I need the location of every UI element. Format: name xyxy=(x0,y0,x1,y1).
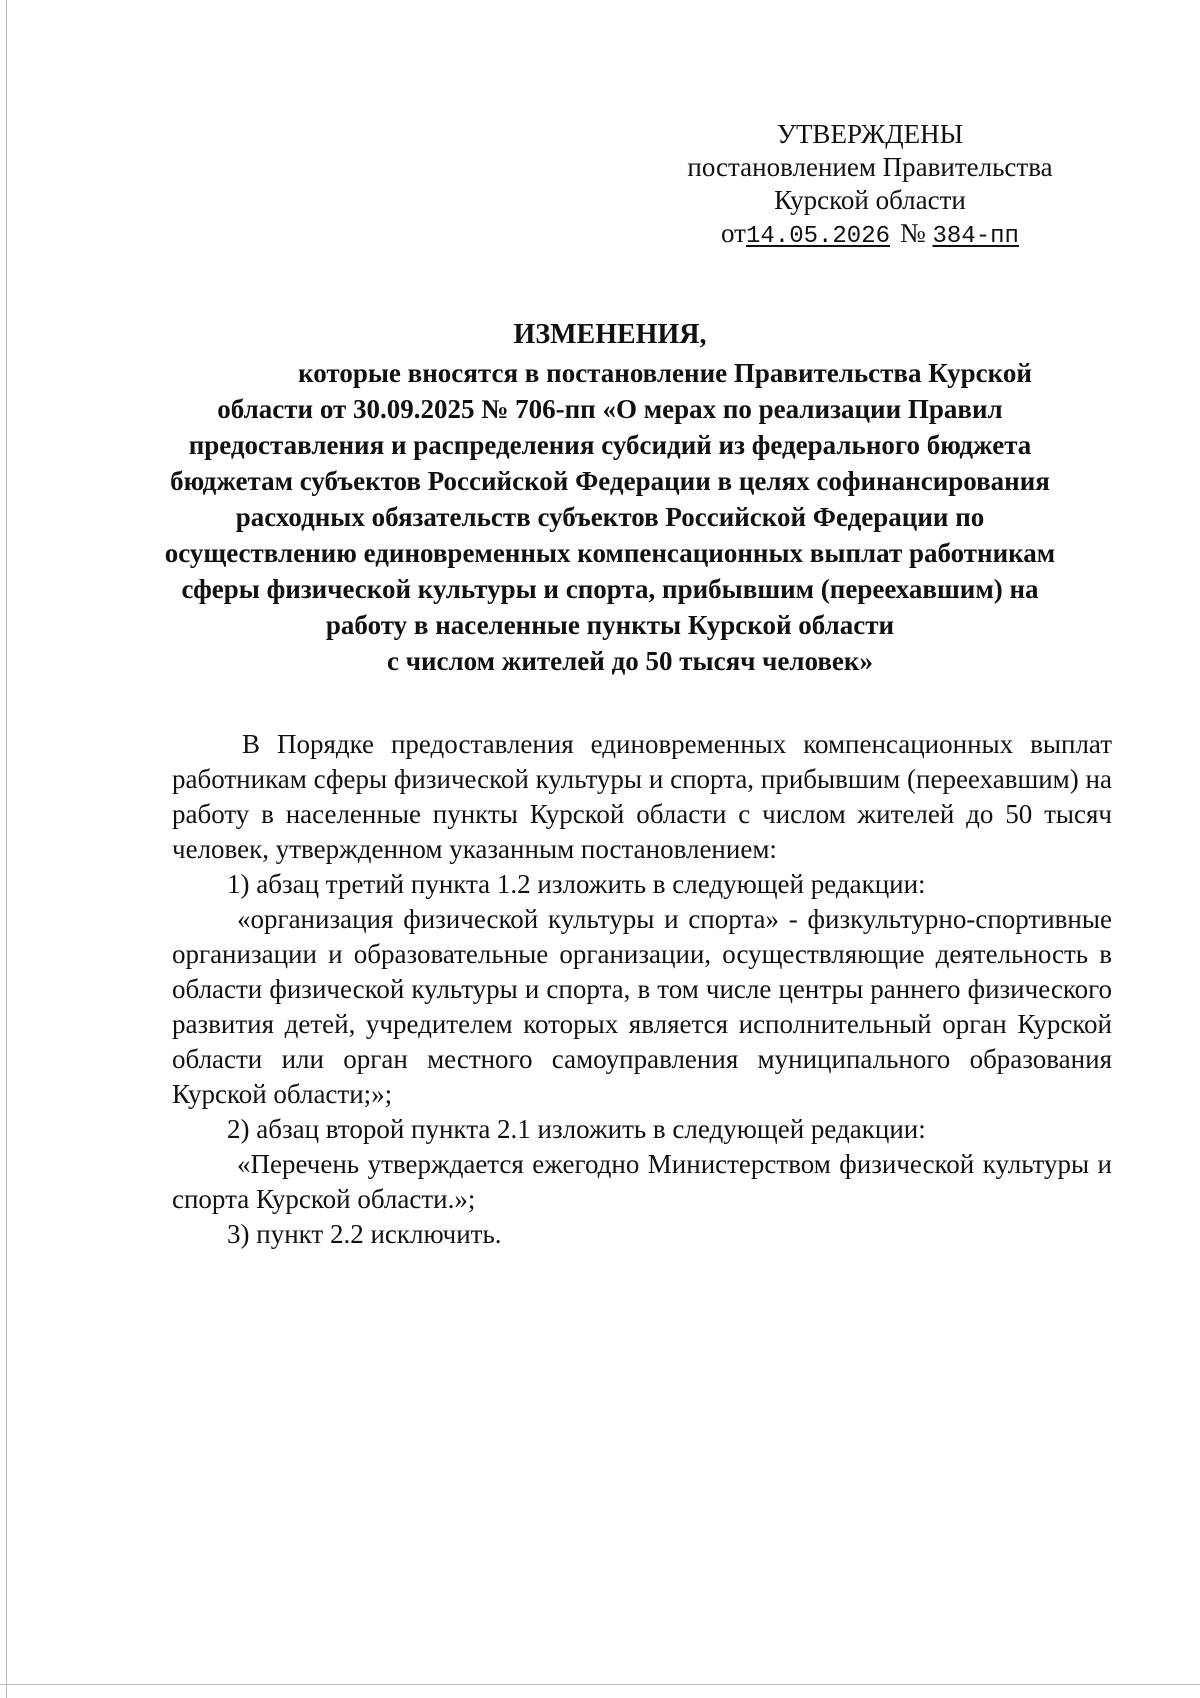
subtitle-line-7: сферы физической культуры и спорта, прибывшим (переехавшим) на xyxy=(181,574,1039,604)
intro-paragraph: В Порядке предоставления единовременных компенсационных выплат работникам сферы физической культуры и спорта, прибывшим (переехавшим) на работу в населенные пункты Курской области с числом жителей до 50 тысяч человек, утвержденном указанным постановлением: xyxy=(172,729,1112,864)
document-title: ИЗМЕНЕНИЯ, xyxy=(513,319,707,350)
subtitle-line-8: работу в населенные пункты Курской области xyxy=(325,610,895,640)
approval-line-2: Курской области xyxy=(774,185,966,215)
subtitle-line-4: бюджетам субъектов Российской Федерации в целях софинансирования xyxy=(170,466,1050,496)
date-prefix: от xyxy=(721,218,746,248)
item-1: 1) абзац третий пункта 1.2 изложить в следующей редакции: xyxy=(227,869,926,899)
item-1-text: «организация физической культуры и спорта» - физкультурно-спортивные организации и образовательные организации, осуществляющие деятельность в области физической культуры и спорта, в том числе центры раннего физического развития детей, учредителем которых является исполнительный орган Курской области или орган местного самоуправления муниципального образования Курской области;»; xyxy=(172,904,1112,1109)
subtitle-line-5: расходных обязательств субъектов Российской Федерации по xyxy=(235,502,985,532)
approval-title: УТВЕРЖДЕНЫ xyxy=(776,119,964,149)
item-2-text: «Перечень утверждается ежегодно Министерством физической культуры и спорта Курской области.»; xyxy=(172,1149,1112,1214)
subtitle-line-6: осуществлению единовременных компенсационных выплат работникам xyxy=(164,538,1056,568)
subtitle-line-9: с числом жителей до 50 тысяч человек» xyxy=(387,646,873,676)
item-3: 3) пункт 2.2 исключить. xyxy=(227,1219,502,1249)
subtitle-line-1: которые вносятся в постановление Правительства Курской xyxy=(298,358,1032,388)
scan-edge-left xyxy=(6,0,7,1698)
approval-date: 14.05.2026 xyxy=(745,223,891,250)
document-body xyxy=(172,727,1112,1252)
number-prefix: № xyxy=(900,218,926,248)
subtitle-line-2: области от 30.09.2025 № 706-пп «О мерах по реализации Правил xyxy=(217,394,1003,424)
item-2: 2) абзац второй пункта 2.1 изложить в следующей редакции: xyxy=(227,1114,926,1144)
approval-block xyxy=(670,118,1070,253)
approval-line-1: постановлением Правительства xyxy=(687,152,1053,182)
approval-number: 384-пп xyxy=(932,223,1019,250)
document-subtitle xyxy=(110,355,1110,679)
subtitle-line-3: предоставления и распределения субсидий из федерального бюджета xyxy=(188,430,1032,460)
approval-date-line xyxy=(670,217,1070,253)
scan-edge-bottom xyxy=(0,1684,1200,1685)
